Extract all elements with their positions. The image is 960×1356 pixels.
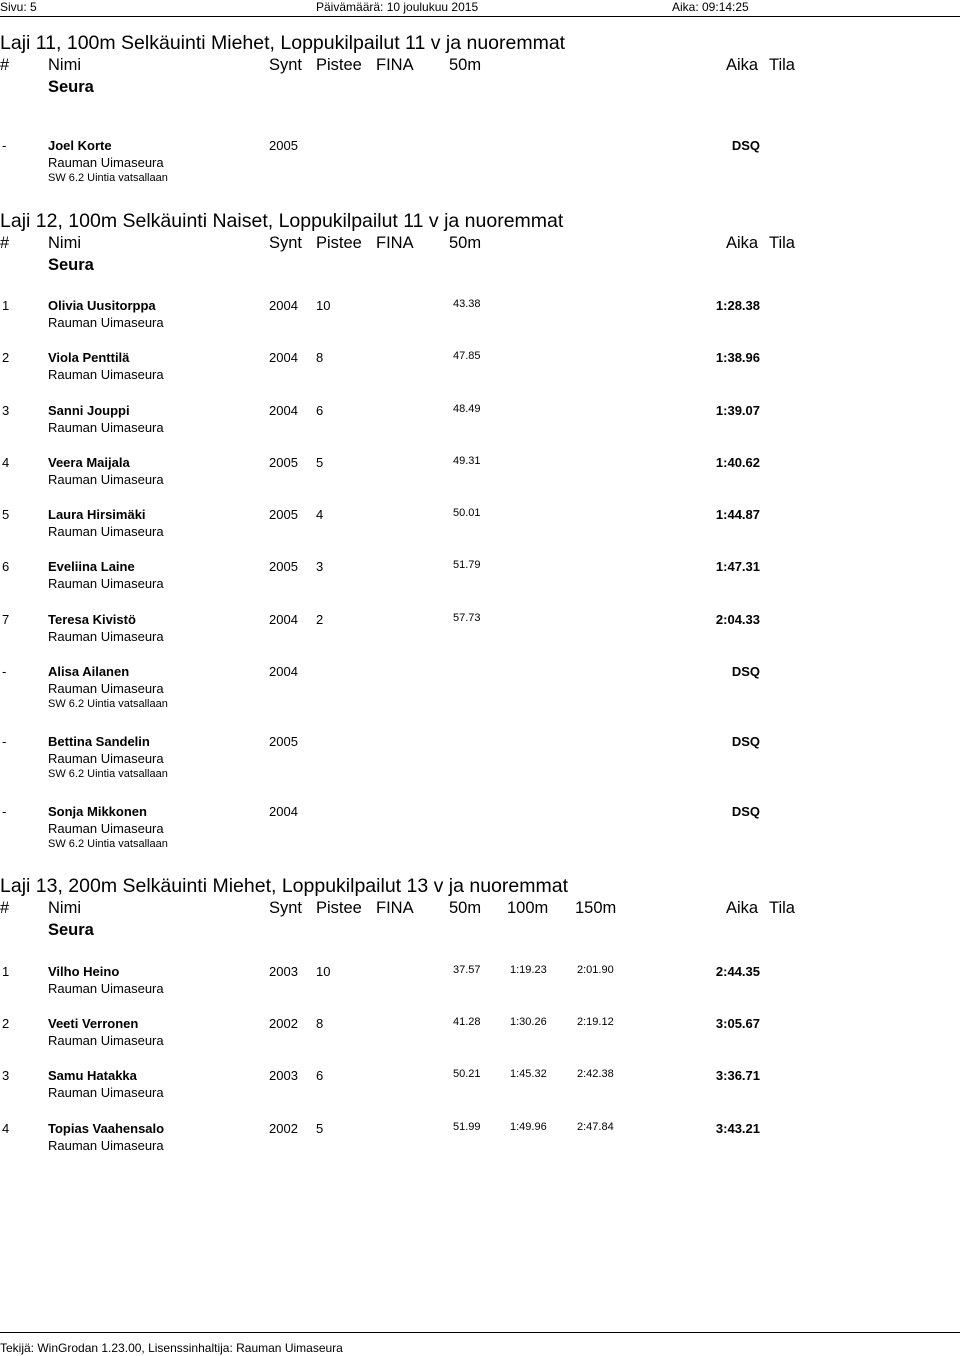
column-header-points: Pistee <box>316 899 362 917</box>
print-time: Aika: 09:14:25 <box>672 0 749 14</box>
split-time: 2:47.84 <box>577 1121 614 1133</box>
split-time: 2:42.38 <box>577 1068 614 1080</box>
club-name: Rauman Uimaseura <box>48 629 164 644</box>
split-time: 57.73 <box>453 612 481 624</box>
dsq-status: DSQ <box>731 664 760 679</box>
birth-year: 2003 <box>269 1068 298 1083</box>
points: 2 <box>316 612 324 627</box>
footer-divider <box>0 1332 960 1333</box>
birth-year: 2004 <box>269 612 298 627</box>
final-time: 1:40.62 <box>715 455 760 470</box>
result-rank: 3 <box>2 403 10 418</box>
event-title: Laji 11, 100m Selkäuinti Miehet, Loppukilpailut 11 v ja nuoremmat <box>0 32 566 54</box>
print-date: Päivämäärä: 10 joulukuu 2015 <box>316 0 479 14</box>
result-rank: 6 <box>2 559 10 574</box>
split-time: 51.99 <box>453 1121 481 1133</box>
column-header-status: Tila <box>769 234 795 252</box>
club-name: Rauman Uimaseura <box>48 576 164 591</box>
column-header-50m: 50m <box>449 899 482 917</box>
column-header-num: # <box>0 899 10 917</box>
swimmer-name: Olivia Uusitorppa <box>48 298 156 313</box>
column-header-points: Pistee <box>316 234 362 252</box>
birth-year: 2005 <box>269 455 298 470</box>
points: 6 <box>316 1068 324 1083</box>
final-time: 2:44.35 <box>715 964 760 979</box>
split-time: 47.85 <box>453 350 481 362</box>
split-time: 50.21 <box>453 1068 481 1080</box>
column-header-year: Synt <box>269 56 303 74</box>
result-rank: 1 <box>2 964 10 979</box>
club-name: Rauman Uimaseura <box>48 420 164 435</box>
swimmer-name: Vilho Heino <box>48 964 120 979</box>
swimmer-name: Eveliina Laine <box>48 559 135 574</box>
birth-year: 2004 <box>269 298 298 313</box>
birth-year: 2005 <box>269 507 298 522</box>
points: 3 <box>316 559 324 574</box>
club-name: Rauman Uimaseura <box>48 524 164 539</box>
column-header-points: Pistee <box>316 56 362 74</box>
split-time: 1:30.26 <box>510 1016 547 1028</box>
column-header-num: # <box>0 56 10 74</box>
final-time: 1:47.31 <box>715 559 760 574</box>
swimmer-name: Viola Penttilä <box>48 350 130 365</box>
column-header-name: Nimi <box>48 899 81 917</box>
split-time: 37.57 <box>453 964 481 976</box>
dsq-reason: SW 6.2 Uintia vatsallaan <box>48 838 168 850</box>
club-name: Rauman Uimaseura <box>48 472 164 487</box>
result-rank: 4 <box>2 455 10 470</box>
club-name: Rauman Uimaseura <box>48 155 164 170</box>
birth-year: 2005 <box>269 138 298 153</box>
points: 10 <box>316 964 331 979</box>
final-time: 3:36.71 <box>715 1068 760 1083</box>
swimmer-name: Joel Korte <box>48 138 112 153</box>
club-name: Rauman Uimaseura <box>48 981 164 996</box>
column-header-name: Nimi <box>48 234 81 252</box>
club-name: Rauman Uimaseura <box>48 315 164 330</box>
club-name: Rauman Uimaseura <box>48 821 164 836</box>
column-header-fina: FINA <box>376 899 414 917</box>
birth-year: 2002 <box>269 1121 298 1136</box>
column-header-club: Seura <box>48 921 94 939</box>
result-rank: 2 <box>2 1016 10 1031</box>
points: 8 <box>316 1016 324 1031</box>
points: 4 <box>316 507 324 522</box>
final-time: 1:39.07 <box>715 403 760 418</box>
result-rank: 3 <box>2 1068 10 1083</box>
result-rank: 4 <box>2 1121 10 1136</box>
split-time: 49.31 <box>453 455 481 467</box>
swimmer-name: Teresa Kivistö <box>48 612 136 627</box>
column-header-club: Seura <box>48 256 94 274</box>
column-header-fina: FINA <box>376 56 414 74</box>
club-name: Rauman Uimaseura <box>48 1138 164 1153</box>
dsq-reason: SW 6.2 Uintia vatsallaan <box>48 768 168 780</box>
column-header-num: # <box>0 234 10 252</box>
footer-text: Tekijä: WinGrodan 1.23.00, Lisenssinhaltija: Rauman Uimaseura <box>0 1341 343 1355</box>
split-time: 50.01 <box>453 507 481 519</box>
club-name: Rauman Uimaseura <box>48 367 164 382</box>
birth-year: 2005 <box>269 734 298 749</box>
split-time: 1:49.96 <box>510 1121 547 1133</box>
result-rank: 5 <box>2 507 10 522</box>
dsq-reason: SW 6.2 Uintia vatsallaan <box>48 172 168 184</box>
result-rank: - <box>2 804 7 819</box>
birth-year: 2004 <box>269 804 298 819</box>
dsq-reason: SW 6.2 Uintia vatsallaan <box>48 698 168 710</box>
column-header-time: Aika <box>726 234 759 252</box>
column-header-time: Aika <box>726 899 759 917</box>
split-time: 1:45.32 <box>510 1068 547 1080</box>
split-time: 2:19.12 <box>577 1016 614 1028</box>
points: 5 <box>316 455 324 470</box>
final-time: 1:38.96 <box>715 350 760 365</box>
split-time: 2:01.90 <box>577 964 614 976</box>
column-header-status: Tila <box>769 56 795 74</box>
column-header-50m: 50m <box>449 234 482 252</box>
club-name: Rauman Uimaseura <box>48 1033 164 1048</box>
points: 6 <box>316 403 324 418</box>
swimmer-name: Alisa Ailanen <box>48 664 130 679</box>
club-name: Rauman Uimaseura <box>48 751 164 766</box>
club-name: Rauman Uimaseura <box>48 681 164 696</box>
column-header-time: Aika <box>726 56 759 74</box>
swimmer-name: Sonja Mikkonen <box>48 804 147 819</box>
swimmer-name: Veera Maijala <box>48 455 130 470</box>
split-time: 1:19.23 <box>510 964 547 976</box>
birth-year: 2002 <box>269 1016 298 1031</box>
dsq-status: DSQ <box>731 804 760 819</box>
event-title: Laji 13, 200m Selkäuinti Miehet, Loppukilpailut 13 v ja nuoremmat <box>0 875 568 897</box>
swimmer-name: Veeti Verronen <box>48 1016 139 1031</box>
page-number: Sivu: 5 <box>0 0 37 14</box>
column-header-fina: FINA <box>376 234 414 252</box>
dsq-status: DSQ <box>731 734 760 749</box>
club-name: Rauman Uimaseura <box>48 1085 164 1100</box>
birth-year: 2005 <box>269 559 298 574</box>
points: 5 <box>316 1121 324 1136</box>
result-rank: - <box>2 138 7 153</box>
birth-year: 2004 <box>269 664 298 679</box>
result-rank: - <box>2 664 7 679</box>
column-header-year: Synt <box>269 899 303 917</box>
result-rank: - <box>2 734 7 749</box>
column-header-club: Seura <box>48 78 94 96</box>
column-header-150m: 150m <box>575 899 617 917</box>
final-time: 1:28.38 <box>715 298 760 313</box>
swimmer-name: Topias Vaahensalo <box>48 1121 165 1136</box>
swimmer-name: Samu Hatakka <box>48 1068 137 1083</box>
split-time: 43.38 <box>453 298 481 310</box>
split-time: 41.28 <box>453 1016 481 1028</box>
swimmer-name: Laura Hirsimäki <box>48 507 146 522</box>
header-divider <box>0 16 960 17</box>
birth-year: 2003 <box>269 964 298 979</box>
result-rank: 2 <box>2 350 10 365</box>
column-header-status: Tila <box>769 899 795 917</box>
final-time: 1:44.87 <box>715 507 760 522</box>
split-time: 51.79 <box>453 559 481 571</box>
dsq-status: DSQ <box>731 138 760 153</box>
points: 10 <box>316 298 331 313</box>
column-header-name: Nimi <box>48 56 81 74</box>
final-time: 2:04.33 <box>715 612 760 627</box>
birth-year: 2004 <box>269 350 298 365</box>
event-title: Laji 12, 100m Selkäuinti Naiset, Loppukilpailut 11 v ja nuoremmat <box>0 210 564 232</box>
final-time: 3:43.21 <box>715 1121 760 1136</box>
birth-year: 2004 <box>269 403 298 418</box>
column-header-year: Synt <box>269 234 303 252</box>
points: 8 <box>316 350 324 365</box>
result-rank: 1 <box>2 298 10 313</box>
swimmer-name: Sanni Jouppi <box>48 403 130 418</box>
swimmer-name: Bettina Sandelin <box>48 734 150 749</box>
result-rank: 7 <box>2 612 10 627</box>
split-time: 48.49 <box>453 403 481 415</box>
column-header-50m: 50m <box>449 56 482 74</box>
final-time: 3:05.67 <box>715 1016 760 1031</box>
column-header-100m: 100m <box>507 899 549 917</box>
